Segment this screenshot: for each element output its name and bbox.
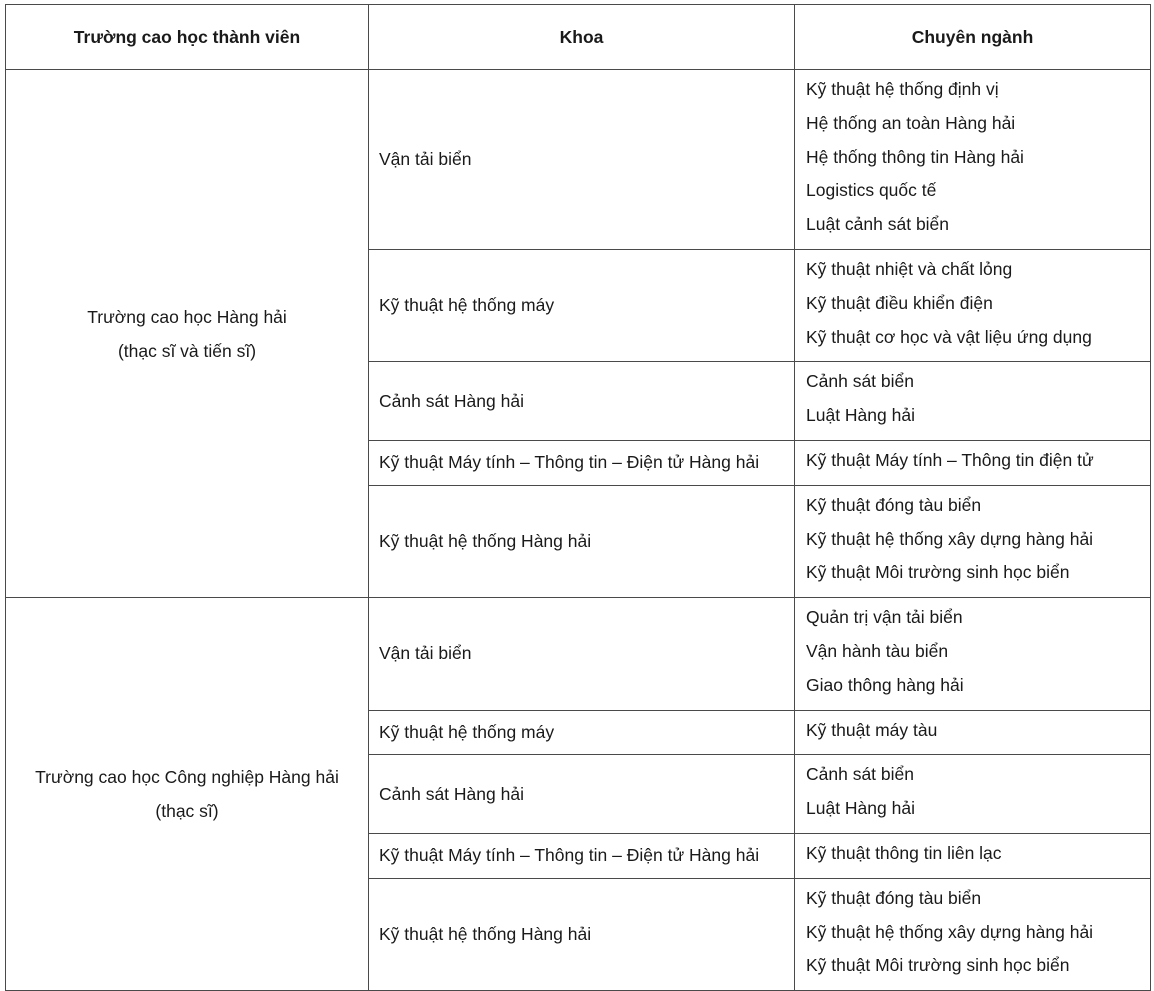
table-row — [6, 70, 1151, 250]
header-row — [6, 5, 1151, 70]
school-degree: (thạc sĩ) — [155, 801, 219, 822]
school-name-cell — [6, 598, 369, 991]
department-name: Vận tải biển — [369, 70, 795, 250]
specialization-item: Kỹ thuật Môi trường sinh học biển — [806, 562, 1070, 583]
specialization-item: Kỹ thuật hệ thống định vị — [806, 79, 999, 99]
school-name-cell — [6, 70, 369, 598]
specialization-item: Kỹ thuật đóng tàu biển — [806, 887, 982, 908]
school-name: Trường cao học Công nghiệp Hàng hải — [35, 767, 339, 788]
school-name: Trường cao học Hàng hải — [87, 306, 287, 327]
specialization-item: Kỹ thuật nhiệt và chất lỏng — [806, 258, 1013, 279]
specialization-cell — [795, 249, 1151, 361]
department-name: Cảnh sát Hàng hải — [369, 755, 795, 834]
specialization-item: Kỹ thuật máy tàu — [806, 719, 938, 740]
department-name: Kỹ thuật hệ thống máy — [369, 710, 795, 755]
specialization-cell — [795, 440, 1151, 485]
specialization-item: Vận hành tàu biển — [806, 640, 949, 661]
specialization-item: Hệ thống an toàn Hàng hải — [806, 112, 1016, 133]
department-name: Kỹ thuật Máy tính – Thông tin – Điện tử Hàng hải — [369, 833, 795, 878]
specialization-item: Kỹ thuật Máy tính – Thông tin điện tử — [806, 449, 1094, 470]
department-name: Kỹ thuật hệ thống máy — [369, 249, 795, 361]
specialization-cell — [795, 710, 1151, 755]
specialization-cell — [795, 878, 1151, 990]
specialization-cell — [795, 833, 1151, 878]
school-structure-table — [5, 4, 1151, 991]
specialization-cell — [795, 485, 1151, 597]
specialization-item: Luật cảnh sát biển — [806, 214, 950, 235]
specialization-cell — [795, 598, 1151, 710]
school-degree: (thạc sĩ và tiến sĩ) — [117, 340, 257, 361]
specialization-item: Giao thông hàng hải — [806, 674, 964, 695]
table-header — [6, 5, 1151, 70]
specialization-item: Hệ thống thông tin Hàng hải — [806, 146, 1024, 167]
specialization-item: Luật Hàng hải — [806, 405, 915, 426]
department-name: Cảnh sát Hàng hải — [369, 362, 795, 441]
specialization-item: Cảnh sát biển — [806, 371, 914, 392]
header-school: Trường cao học thành viên — [6, 5, 369, 70]
specialization-item: Logistics quốc tế — [806, 180, 937, 201]
specialization-item: Kỹ thuật hệ thống xây dựng hàng hải — [806, 528, 1094, 549]
specialization-item: Luật Hàng hải — [806, 798, 915, 819]
specialization-item: Kỹ thuật cơ học và vật liệu ứng dụng — [806, 326, 1092, 347]
department-name: Kỹ thuật Máy tính – Thông tin – Điện tử Hàng hải — [369, 440, 795, 485]
table-body — [6, 70, 1151, 991]
specialization-item: Kỹ thuật hệ thống xây dựng hàng hải — [806, 921, 1094, 942]
department-name: Kỹ thuật hệ thống Hàng hải — [369, 878, 795, 990]
specialization-item: Cảnh sát biển — [806, 764, 914, 785]
table-row — [6, 598, 1151, 710]
specialization-item: Kỹ thuật thông tin liên lạc — [806, 842, 1002, 863]
header-department: Khoa — [369, 5, 795, 70]
department-name: Kỹ thuật hệ thống Hàng hải — [369, 485, 795, 597]
specialization-item: Kỹ thuật điều khiển điện — [806, 292, 993, 313]
header-specialization: Chuyên ngành — [795, 5, 1151, 70]
department-name: Vận tải biển — [369, 598, 795, 710]
specialization-item: Kỹ thuật Môi trường sinh học biển — [806, 955, 1070, 976]
specialization-cell — [795, 755, 1151, 834]
specialization-cell — [795, 362, 1151, 441]
specialization-item: Kỹ thuật đóng tàu biển — [806, 494, 982, 515]
specialization-item: Quản trị vận tải biển — [806, 607, 963, 628]
specialization-cell — [795, 70, 1151, 250]
